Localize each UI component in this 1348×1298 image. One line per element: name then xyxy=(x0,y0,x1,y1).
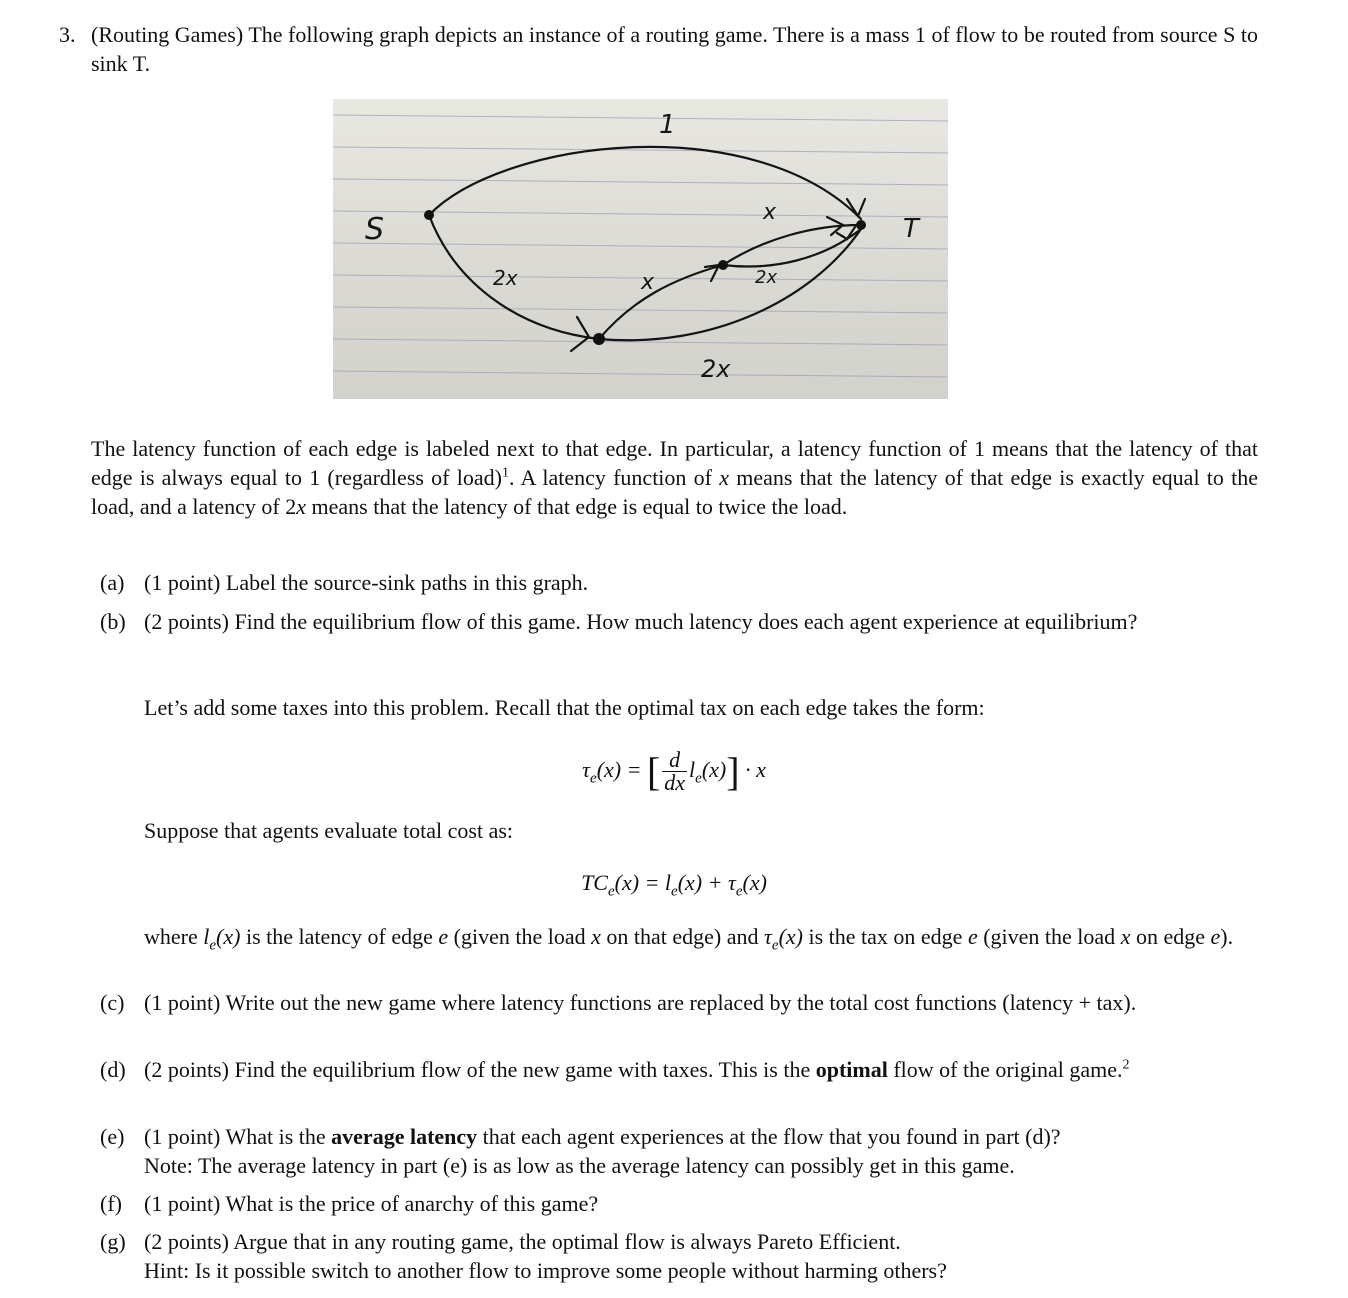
tc-lhs: TC xyxy=(581,870,608,895)
tax-lhs: τ xyxy=(582,757,591,782)
footnote-1: 1 xyxy=(501,465,509,481)
edge-bottom-label: 2x xyxy=(701,355,731,383)
bracket-open: [ xyxy=(646,748,661,794)
tc-sub3: e xyxy=(735,883,743,900)
latency-text-2: . A latency function of xyxy=(508,465,720,490)
node-s-dot xyxy=(424,210,434,220)
edge-top xyxy=(429,147,861,219)
part-a-text: (1 point) Label the source-sink paths in this graph. xyxy=(144,570,589,595)
node-lower-dot xyxy=(593,333,605,345)
tc-end: (x) xyxy=(742,870,767,895)
graph-photo xyxy=(333,99,948,399)
edge-s-lower-label: 2x xyxy=(493,266,518,290)
tax-arg: (x) = xyxy=(596,757,642,782)
fraction-den: dx xyxy=(664,770,686,796)
tc-formula xyxy=(0,868,1348,900)
tc-sub: e xyxy=(607,883,615,900)
edge-mid xyxy=(599,265,723,339)
node-t-dot xyxy=(856,220,866,230)
edge-mid-label: x xyxy=(641,270,655,295)
problem-intro: (Routing Games) The following graph depicts an instance of a routing game. There is a mass 1 of flow to be routed from source S to sink T. xyxy=(91,22,1258,76)
where-paragraph: where $l_e(x)$ is the latency of edge e (given the load x on that edge) and $\tau_e(x)$ is the tax on edge e (given the load x on edge e). xyxy=(144,924,1234,954)
node-mid-dot xyxy=(718,260,728,270)
edge-upper-right xyxy=(723,225,861,265)
part-f-text: (1 point) What is the price of anarchy of this game? xyxy=(144,1191,599,1216)
derivative-fraction xyxy=(662,749,687,794)
tax-l: l xyxy=(689,757,696,782)
latency-text-1: The latency function of each edge is labeled next to that edge. In particular, a latency function of 1 means that the latency of that edge is always equal to 1 (regardless of load) xyxy=(91,436,1258,490)
part-d-label: (d) xyxy=(100,1057,126,1082)
tax-formula xyxy=(0,744,1348,796)
suppose-text: Suppose that agents evaluate total cost as: xyxy=(144,818,514,843)
latency-text-3: means that the latency of that edge is exactly equal to the load, and a latency of 2 xyxy=(91,465,1259,519)
part-g-hint: Hint: Is it possible switch to another flow to improve some people without harming others? xyxy=(144,1258,947,1283)
math-x: x xyxy=(719,465,729,490)
tc-mid2: (x) + τ xyxy=(677,870,736,895)
part-g-text: (2 points) Argue that in any routing game, the optimal flow is always Pareto Efficient. Hint: Is it possible switch to another flow to improve some people without harming others? xyxy=(144,1229,947,1283)
edge-inner-right-label: 2x xyxy=(755,267,778,288)
part-c-text: (1 point) Write out the new game where latency functions are replaced by the total cost functions (latency + tax). xyxy=(144,990,1137,1015)
tc-sub2: e xyxy=(671,883,678,900)
taxes-intro: Let’s add some taxes into this problem. Recall that the optimal tax on each edge takes the form: xyxy=(144,695,985,720)
edge-top-label: 1 xyxy=(659,110,676,140)
node-t-label: T xyxy=(903,214,919,244)
part-e-note: Note: The average latency in part (e) is as low as the average latency can possibly get in this game. xyxy=(144,1153,1015,1178)
graph-drawing xyxy=(333,99,948,399)
tax-rhs: · x xyxy=(745,757,766,782)
tax-sub: e xyxy=(590,770,597,787)
tax-l-sub: e xyxy=(695,770,702,787)
part-g-label: (g) xyxy=(100,1229,126,1254)
bold-optimal: optimal xyxy=(815,1057,888,1082)
tax-l-arg: (x) xyxy=(701,757,727,782)
part-f-label: (f) xyxy=(100,1191,122,1216)
math-x: x xyxy=(296,494,307,519)
part-b-label: (b) xyxy=(100,609,126,634)
fraction-num: d xyxy=(662,749,687,772)
node-s-label: S xyxy=(365,212,385,247)
bracket-close: ] xyxy=(726,748,740,794)
edge-upper-right-label: x xyxy=(763,200,777,225)
problem-number: 3. xyxy=(59,22,76,47)
part-e-label: (e) xyxy=(100,1124,125,1149)
bold-average-latency: average latency xyxy=(331,1124,478,1149)
tc-mid: (x) = l xyxy=(614,870,672,895)
part-b-text: (2 points) Find the equilibrium flow of this game. How much latency does each agent experience at equilibrium? xyxy=(144,609,1138,634)
footnote-2: 2 xyxy=(1122,1057,1130,1073)
part-a-label: (a) xyxy=(100,570,125,595)
part-e-text: (1 point) What is the average latency that each agent experiences at the flow that you found in part (d)? Note: The average latency in part (e) is as low as the average latency can possibly get in this game. xyxy=(144,1124,1061,1178)
latency-text-4: means that the latency of that edge is equal to twice the load. xyxy=(306,494,848,519)
part-c-label: (c) xyxy=(100,990,125,1015)
ruled-lines xyxy=(333,115,948,377)
part-d-text: (2 points) Find the equilibrium flow of the new game with taxes. This is the optimal flow of the original game.$^2$ xyxy=(144,1057,1130,1082)
latency-paragraph xyxy=(91,434,1258,521)
